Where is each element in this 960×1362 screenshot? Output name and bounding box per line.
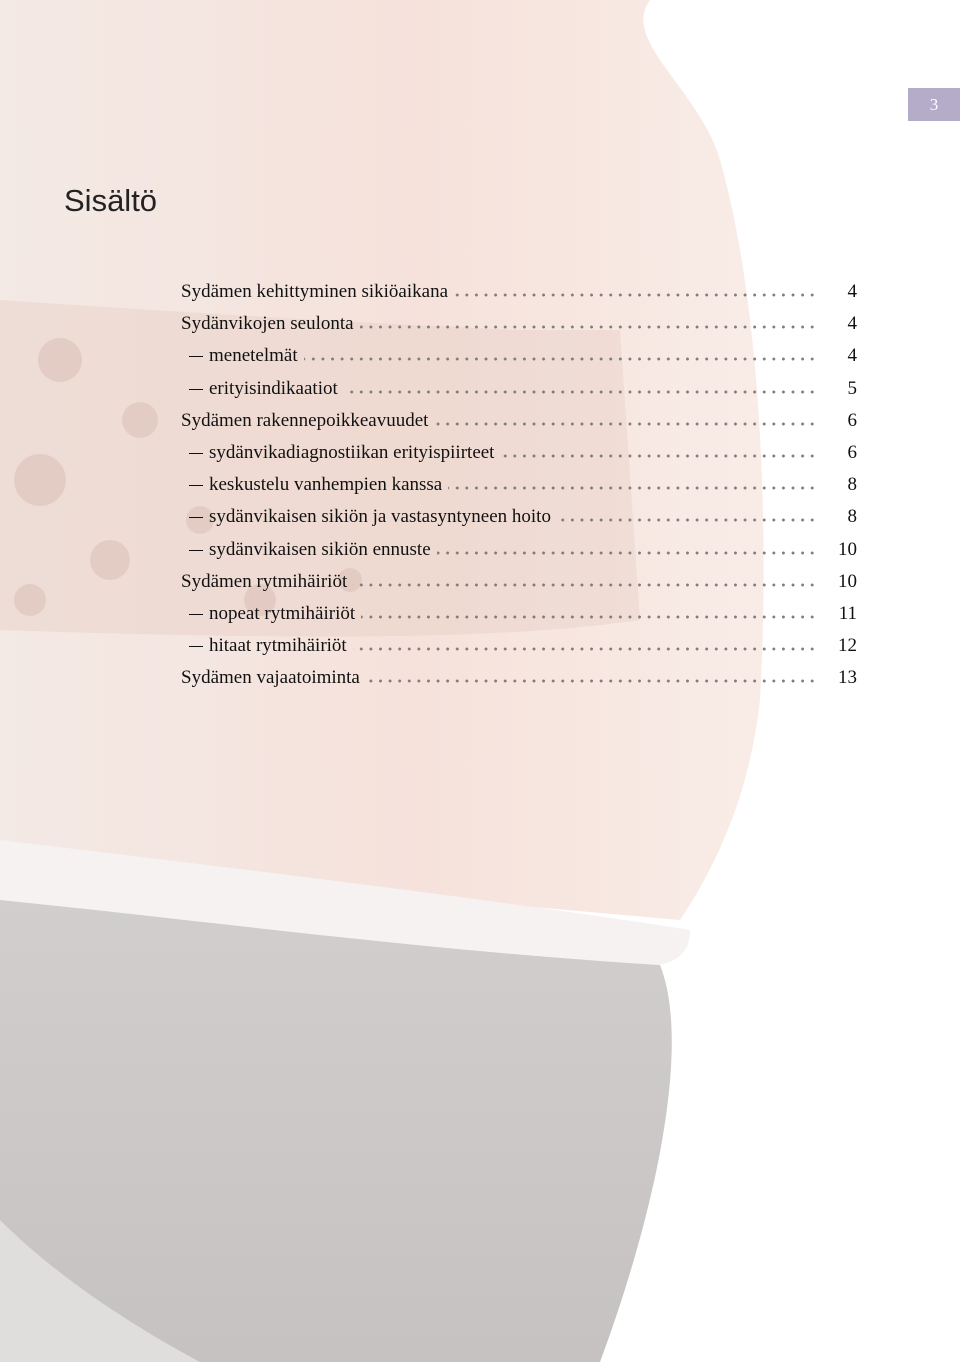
toc-entry[interactable]: [181, 501, 857, 533]
toc-entry-label: erityisindikaatiot: [181, 378, 338, 400]
toc-entry-label: sydänvikaisen sikiön ennuste: [181, 539, 431, 561]
toc-entry[interactable]: [181, 662, 857, 694]
dot-leader: [454, 292, 817, 298]
toc-entry-label: Sydämen rytmihäiriöt: [181, 570, 348, 592]
toc-entry-page-number: 4: [847, 345, 857, 367]
toc-entry-page-number: 11: [838, 602, 857, 624]
toc-entry-label: keskustelu vanhempien kanssa: [181, 474, 442, 496]
toc-entry[interactable]: [181, 405, 857, 437]
toc-entry-page-number: 13: [838, 667, 857, 689]
dot-leader: [557, 517, 817, 523]
toc-entry-page-number: 4: [847, 313, 857, 335]
toc-entry-label: nopeat rytmihäiriöt: [181, 603, 355, 625]
toc-entry-label: menetelmät: [181, 345, 298, 367]
toc-entry-label: Sydänvikojen seulonta: [181, 313, 354, 335]
dot-leader: [434, 421, 817, 427]
page-number-tab: 3: [908, 88, 960, 121]
dot-leader: [437, 550, 817, 556]
dot-leader: [353, 582, 817, 588]
toc-entry-page-number: 10: [838, 570, 857, 592]
dot-leader: [304, 356, 817, 362]
page-title: Sisältö: [64, 183, 158, 218]
toc-entry[interactable]: [181, 566, 857, 598]
toc-entry-label: hitaat rytmihäiriöt: [181, 635, 347, 657]
dot-leader: [360, 324, 817, 330]
toc-entry-label: Sydämen kehittyminen sikiöaikana: [181, 281, 449, 303]
toc-entry[interactable]: [181, 598, 857, 630]
toc-entry[interactable]: [181, 276, 857, 308]
toc-entry-page-number: 4: [847, 281, 857, 303]
toc-entry-page-number: 8: [847, 474, 857, 496]
toc-entry-label: Sydämen rakennepoikkeavuudet: [181, 409, 429, 431]
toc-entry-page-number: 8: [847, 506, 857, 528]
toc-entry-page-number: 6: [847, 409, 857, 431]
toc-entry-page-number: 6: [847, 442, 857, 464]
table-of-contents: [181, 276, 857, 694]
toc-entry-label: Sydämen vajaatoiminta: [181, 667, 360, 689]
toc-entry[interactable]: [181, 630, 857, 662]
toc-entry-label: sydänvikadiagnostiikan erityispiirteet: [181, 442, 494, 464]
toc-entry[interactable]: [181, 340, 857, 372]
toc-entry[interactable]: [181, 437, 857, 469]
dot-leader: [448, 485, 817, 491]
dot-leader: [344, 389, 817, 395]
toc-entry[interactable]: [181, 469, 857, 501]
dot-leader: [361, 614, 817, 620]
toc-entry-page-number: 5: [847, 377, 857, 399]
dot-leader: [366, 678, 817, 684]
toc-entry-label: sydänvikaisen sikiön ja vastasyntyneen hoito: [181, 506, 551, 528]
toc-entry-page-number: 12: [838, 635, 857, 657]
dot-leader: [500, 453, 817, 459]
dot-leader: [353, 646, 817, 652]
toc-entry[interactable]: [181, 534, 857, 566]
toc-entry[interactable]: [181, 373, 857, 405]
toc-entry-page-number: 10: [838, 538, 857, 560]
toc-entry[interactable]: [181, 308, 857, 340]
